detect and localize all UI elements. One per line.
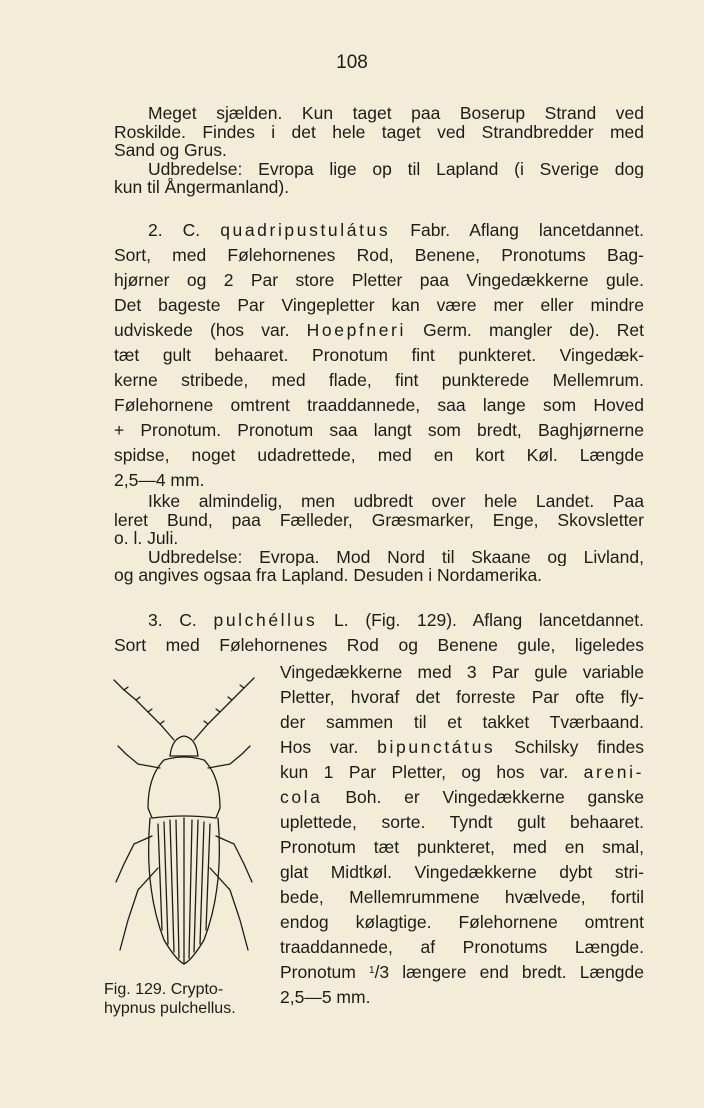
text-line: Hos var. bipunctátus Schilsky findes <box>280 737 644 757</box>
text-line: o. l. Juli. <box>114 529 179 548</box>
text-line: cola Boh. er Vingedækkerne ganske <box>280 787 644 807</box>
text-line: kun 1 Par Pletter, og hos var. areni- <box>280 762 644 782</box>
paragraph-rarity <box>114 104 644 197</box>
species-name: pulchéllus <box>213 610 318 630</box>
caption-line: hypnus pulchellus. <box>104 1000 236 1017</box>
text-line: tæt gult behaaret. Pronotum fint punkteret. Vingedæk- <box>114 345 644 365</box>
beetle-illustration <box>104 668 264 986</box>
paragraph-occurrence <box>114 492 644 585</box>
text-line: traaddannede, af Pronotums Længde. <box>280 937 644 957</box>
text-line: Følehornene omtrent traaddannede, saa lange som Hoved <box>114 395 644 415</box>
caption-line: Fig. 129. Crypto- <box>104 981 224 998</box>
text-line: hjørner og 2 Par store Pletter paa Vingedækkerne gule. <box>114 270 644 290</box>
species-name: quadripustulátus <box>220 220 391 240</box>
text-line: og angives ogsaa fra Lapland. Desuden i Nordamerika. <box>114 566 543 585</box>
text-line: Roskilde. Findes i det hele taget ved Strandbredder med <box>114 122 644 141</box>
text-line: kerne stribede, med flade, fint punkterede Mellemrum. <box>114 370 644 390</box>
species-3-description <box>280 660 644 1010</box>
text-line: Ikke almindelig, men udbredt over hele Landet. Paa <box>148 492 644 511</box>
species-2-description <box>114 218 644 493</box>
text-line: Sand og Grus. <box>114 141 227 160</box>
text-line: Sort med Følehornenes Rod og Benene gule, ligeledes <box>114 635 644 655</box>
species-heading: 3. C. pulchéllus L. (Fig. 129). Aflang lancetdannet. <box>148 610 644 630</box>
text-line: Det bageste Par Vingepletter kan være mer eller mindre <box>114 295 644 315</box>
variety-name: bipunctátus <box>377 737 496 757</box>
text-line: spidse, noget udadrettede, med en kort Køl. Længde <box>114 445 644 465</box>
text-line: kun til Ångermanland). <box>114 178 290 197</box>
text-line: Sort, med Følehornenes Rod, Benene, Pronotums Bag- <box>114 245 644 265</box>
variety-name: areni- <box>583 762 644 782</box>
text-line: + Pronotum. Pronotum saa langt som bredt, Baghjørnerne <box>114 420 644 440</box>
text-line: Udbredelse: Evropa. Mod Nord til Skaane og Livland, <box>148 547 644 566</box>
text-line: Meget sjælden. Kun taget paa Boserup Strand ved <box>148 104 644 123</box>
variety-name: cola <box>280 787 323 807</box>
text-line: Pronotum $^1$/3 længere end bredt. Længde <box>280 962 644 982</box>
species-heading: 2. C. quadripustulátus Fabr. Aflang lancetdannet. <box>148 220 644 240</box>
species-3-heading <box>114 608 644 658</box>
figure-caption <box>104 980 264 1018</box>
text-line: uplettede, sorte. Tyndt gult behaaret. <box>280 812 644 832</box>
text-line: bede, Mellemrummene hvælvede, fortil <box>280 887 644 907</box>
text-line: endog kølagtige. Følehornene omtrent <box>280 912 644 932</box>
text-line: Pronotum tæt punkteret, med en smal, <box>280 837 644 857</box>
text-line: 2,5—5 mm. <box>280 987 371 1007</box>
text-line: 2,5—4 mm. <box>114 470 205 490</box>
text-line: Udbredelse: Evropa lige op til Lapland (i Sverige dog <box>148 159 644 178</box>
text-line: Pletter, hvoraf det forreste Par ofte fly- <box>280 687 644 707</box>
text-line: glat Midtkøl. Vingedækkerne dybt stri- <box>280 862 644 882</box>
variety-name: Hoepfneri <box>306 320 406 340</box>
text-line: der sammen til et takket Tværbaand. <box>280 712 644 732</box>
text-line: Vingedækkerne med 3 Par gule variable <box>280 662 644 682</box>
page-number: 108 <box>336 52 368 73</box>
text-line: udviskede (hos var. Hoepfneri Germ. mangler de). Ret <box>114 320 644 340</box>
text-line: leret Bund, paa Fælleder, Græsmarker, Enge, Skovsletter <box>114 510 644 529</box>
